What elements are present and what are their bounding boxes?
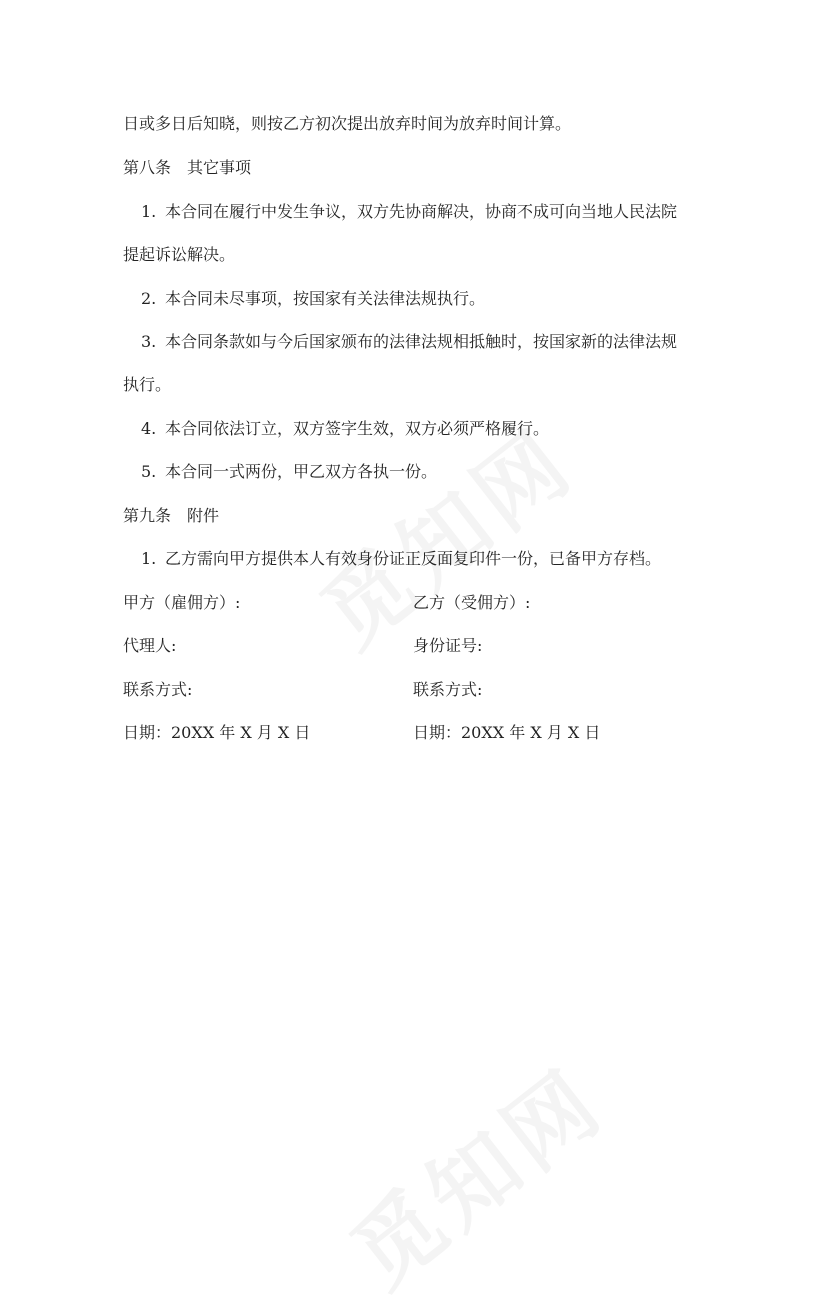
paragraph-continuation: 日或多日后知晓，则按乙方初次提出放弃时间为放弃时间计算。 bbox=[123, 114, 572, 133]
article-8-item-3 bbox=[141, 332, 677, 352]
article-9-item-1 bbox=[141, 549, 661, 569]
item-number: 4. bbox=[141, 419, 157, 438]
contact-label-a: 联系方式: bbox=[123, 680, 193, 699]
id-number-label: 身份证号: bbox=[413, 636, 483, 655]
date-label-a: 日期：20XX 年 X 月 X 日 bbox=[123, 723, 311, 742]
watermark bbox=[322, 1035, 627, 1311]
date-label-b: 日期：20XX 年 X 月 X 日 bbox=[413, 723, 601, 742]
article-9-heading: 第九条 附件 bbox=[123, 506, 220, 525]
article-8-item-1 bbox=[141, 202, 677, 222]
item-number: 1. bbox=[141, 549, 157, 568]
agent-label: 代理人: bbox=[123, 636, 177, 655]
item-text: 本合同一式两份，甲乙双方各执一份。 bbox=[165, 462, 438, 481]
item-text: 本合同在履行中发生争议，双方先协商解决，协商不成可向当地人民法院 bbox=[165, 202, 678, 221]
article-8-item-2 bbox=[141, 289, 485, 309]
contact-label-b: 联系方式: bbox=[413, 680, 483, 699]
item-number: 1. bbox=[141, 202, 157, 221]
party-a-label: 甲方（雇佣方）: bbox=[123, 593, 241, 612]
article-8-heading: 第八条 其它事项 bbox=[123, 158, 252, 177]
article-8-item-3-continuation: 执行。 bbox=[123, 375, 172, 394]
item-number: 5. bbox=[141, 462, 157, 481]
item-text: 本合同未尽事项，按国家有关法律法规执行。 bbox=[165, 289, 486, 308]
item-text: 乙方需向甲方提供本人有效身份证正反面复印件一份，已备甲方存档。 bbox=[165, 549, 662, 568]
item-number: 3. bbox=[141, 332, 157, 351]
item-text: 本合同依法订立，双方签字生效，双方必须严格履行。 bbox=[165, 419, 550, 438]
article-8-item-4 bbox=[141, 419, 549, 439]
article-8-item-1-continuation: 提起诉讼解决。 bbox=[123, 245, 236, 264]
article-8-item-5 bbox=[141, 462, 437, 482]
item-number: 2. bbox=[141, 289, 157, 308]
item-text: 本合同条款如与今后国家颁布的法律法规相抵触时，按国家新的法律法规 bbox=[165, 332, 678, 351]
party-b-label: 乙方（受佣方）: bbox=[413, 593, 531, 612]
